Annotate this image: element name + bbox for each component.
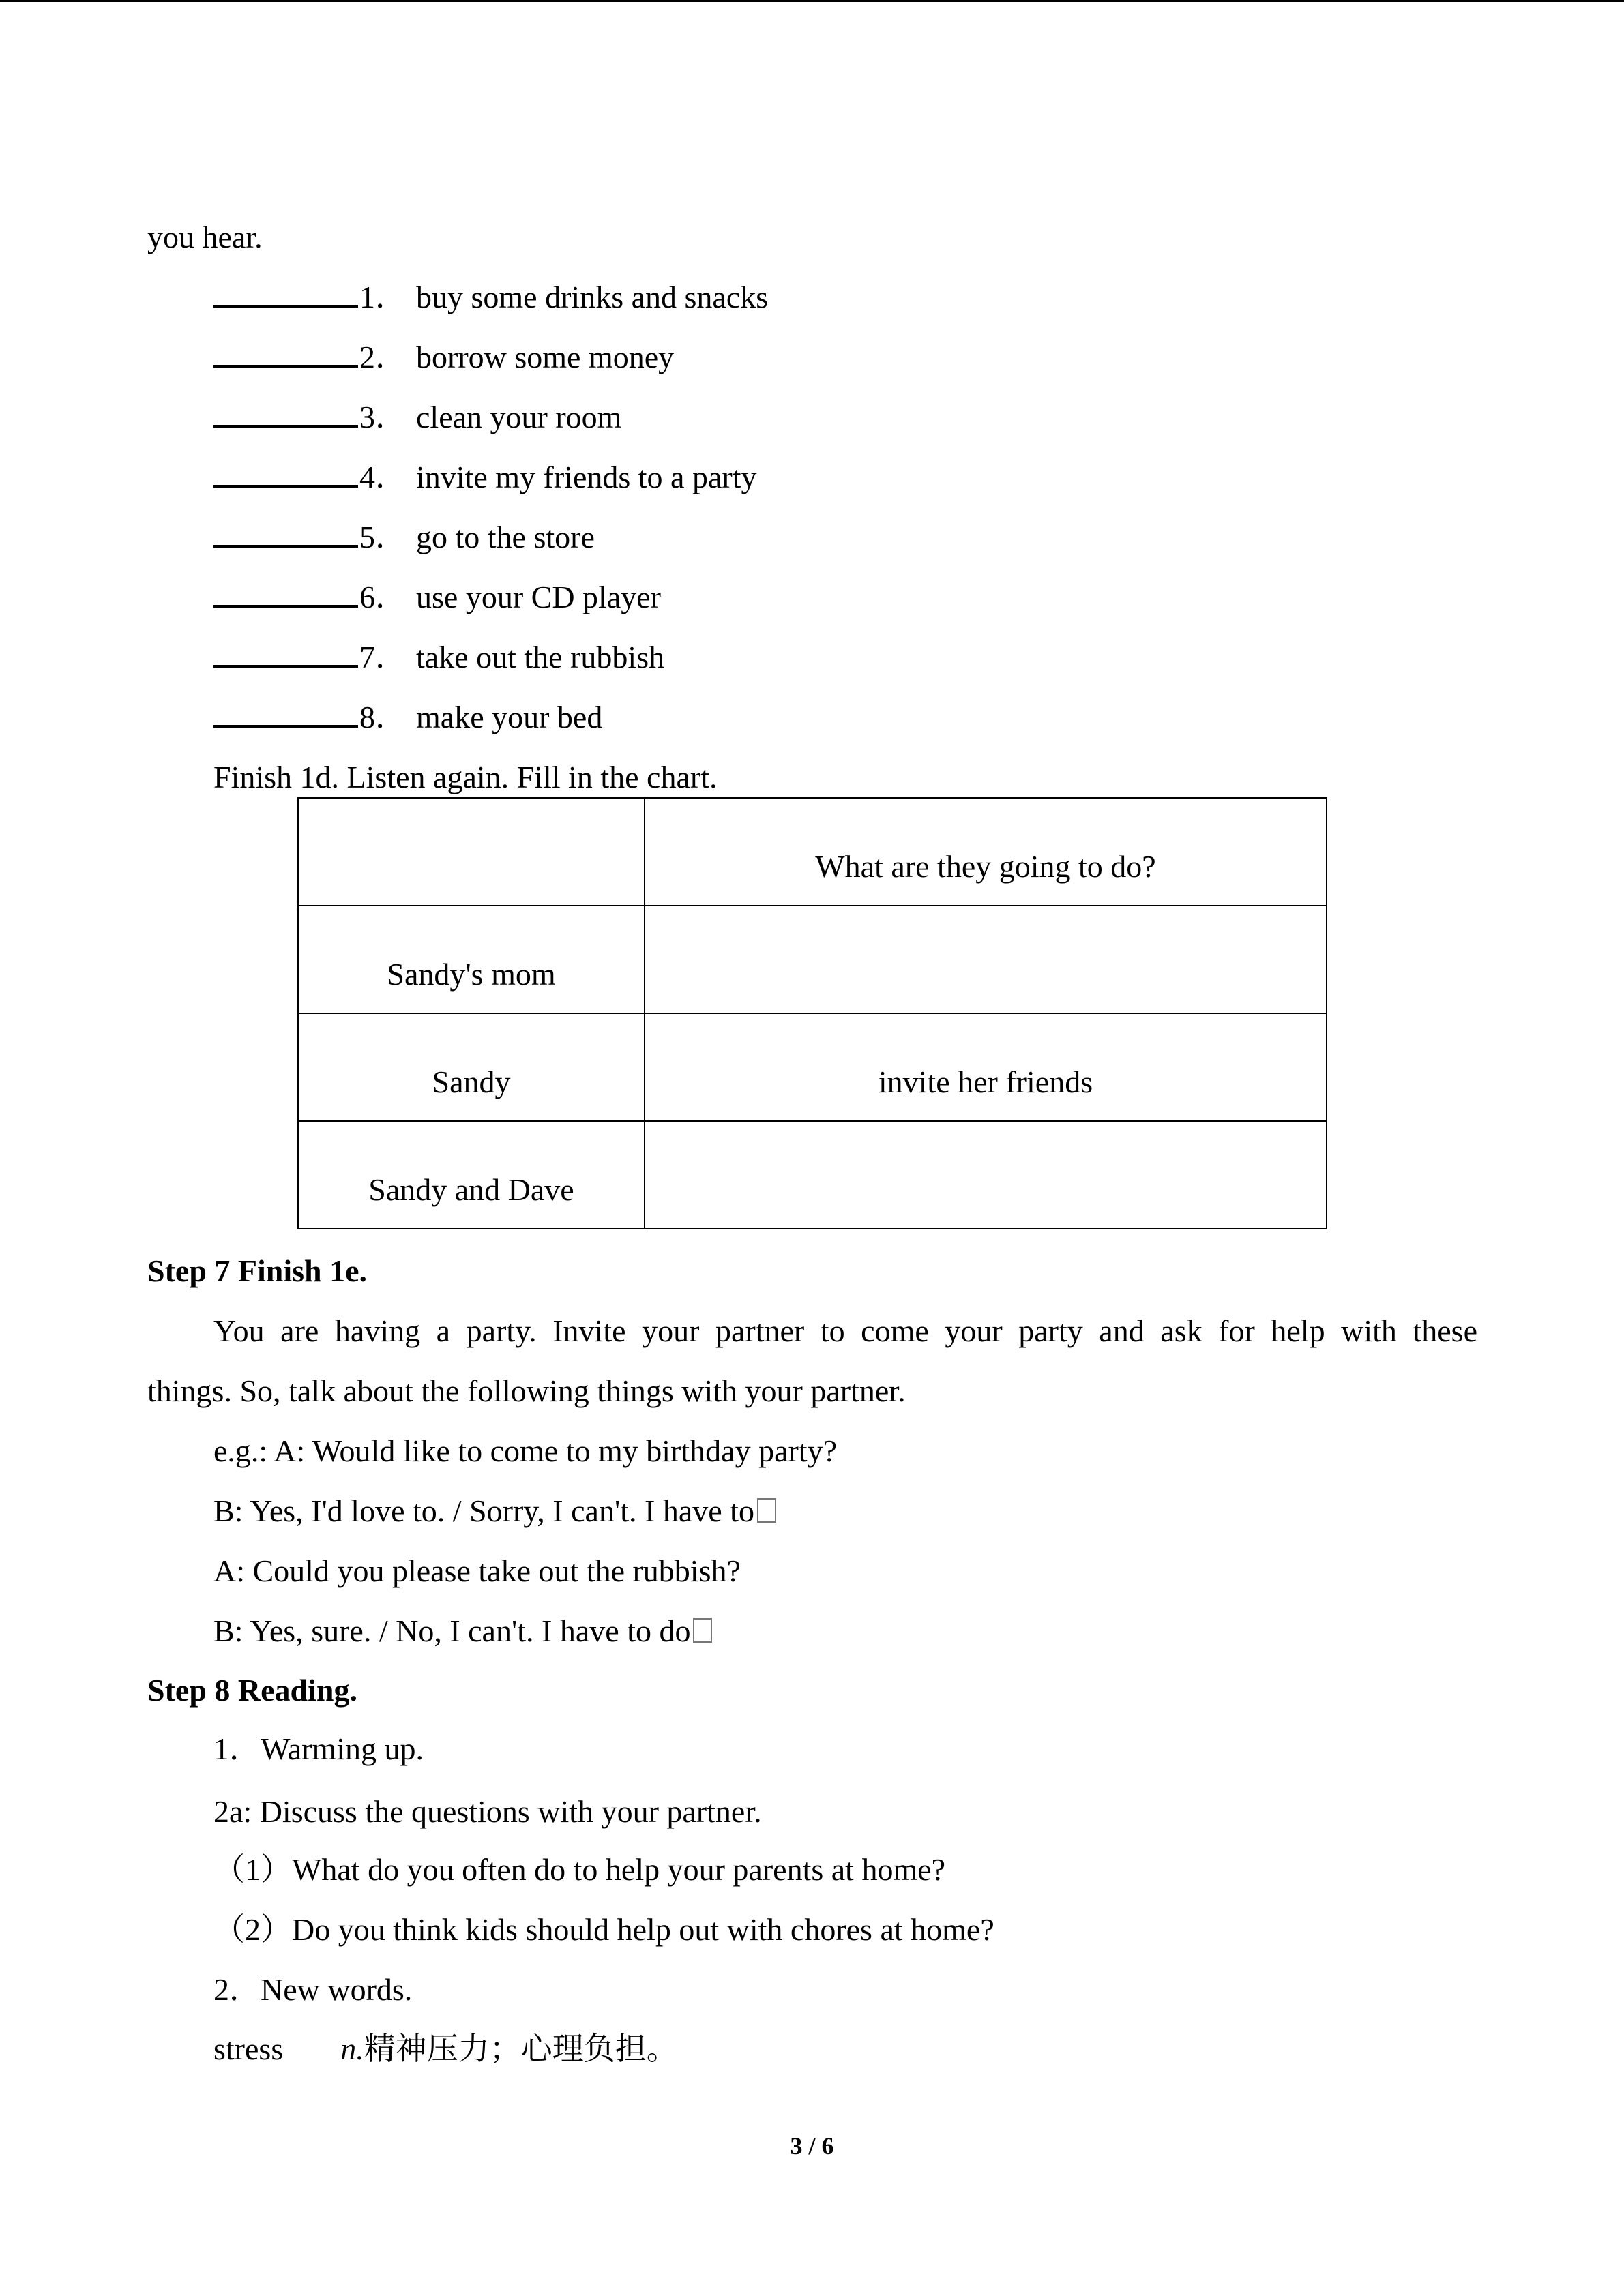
table-cell: invite her friends: [645, 1013, 1327, 1121]
step7-heading: Step 7 Finish 1e.: [147, 1253, 368, 1288]
item-number: 1．: [359, 280, 407, 314]
item-number: 8．: [359, 700, 407, 734]
table-row: [298, 1013, 1327, 1121]
step8-heading: Step 8 Reading.: [147, 1673, 357, 1708]
list-item: [213, 518, 595, 556]
table-cell: [298, 798, 645, 906]
dialogue-line: [213, 1492, 776, 1530]
vocab-word: stress: [213, 2031, 284, 2066]
finish-1d-instruction: Finish 1d. Listen again. Fill in the chart.: [213, 760, 718, 794]
table-header-cell: What are they going to do?: [645, 798, 1327, 906]
missing-glyph-box: [757, 1498, 776, 1523]
item-text: borrow some money: [416, 340, 675, 374]
dialogue-line: [213, 1612, 712, 1650]
item-number: 3．: [359, 400, 407, 434]
list-item: [213, 578, 661, 616]
dialogue-text: B: Yes, sure. / No, I can't. I have to do: [213, 1613, 691, 1648]
new-words-heading: 2．New words.: [213, 1972, 413, 2007]
list-item: [213, 398, 621, 436]
list-item: [213, 278, 768, 316]
table-cell: Sandy: [298, 1013, 645, 1121]
item-text: clean your room: [416, 400, 622, 434]
item-number: 6．: [359, 580, 407, 614]
intro-tail: you hear.: [147, 220, 263, 254]
top-border: [0, 0, 1624, 2]
item-number: 5．: [359, 520, 407, 554]
list-item: [213, 698, 602, 736]
table-row: [298, 798, 1327, 906]
vocab-definition: 精神压力；心理负担。: [364, 2030, 678, 2067]
missing-glyph-box: [693, 1618, 712, 1643]
step7-paragraph-line1: You are having a party. Invite your partner to come your party and ask for help with these: [213, 1313, 1477, 1348]
answer-blank[interactable]: [213, 458, 358, 488]
table-row: [298, 906, 1327, 1013]
list-item: [213, 338, 674, 376]
answer-blank[interactable]: [213, 518, 358, 548]
item-number: 2．: [359, 340, 407, 374]
table-cell: Sandy's mom: [298, 906, 645, 1013]
item-text: buy some drinks and snacks: [416, 280, 769, 314]
list-item: [213, 638, 664, 676]
item-text: make your bed: [416, 700, 603, 734]
item-number: 4．: [359, 460, 407, 494]
answer-blank[interactable]: [213, 638, 358, 668]
answer-blank[interactable]: [213, 398, 358, 428]
item-text: take out the rubbish: [416, 640, 665, 674]
answer-blank[interactable]: [213, 698, 358, 728]
question-1: （1）What do you often do to help your parents at home?: [213, 1852, 946, 1887]
item-text: use your CD player: [416, 580, 661, 614]
table-row: [298, 1121, 1327, 1229]
dialogue-line: e.g.: A: Would like to come to my birthday party?: [213, 1433, 838, 1468]
table-cell[interactable]: [645, 1121, 1327, 1229]
answer-blank[interactable]: [213, 278, 358, 308]
answer-blank[interactable]: [213, 338, 358, 368]
dialogue-line: A: Could you please take out the rubbish?: [213, 1553, 741, 1588]
item-text: go to the store: [416, 520, 595, 554]
answer-blank[interactable]: [213, 578, 358, 608]
dialogue-text: B: Yes, I'd love to. / Sorry, I can't. I have to: [213, 1493, 754, 1528]
discuss-instruction: 2a: Discuss the questions with your partner.: [213, 1794, 762, 1829]
vocab-entry: [213, 2029, 678, 2068]
vocab-part-of-speech: n.: [340, 2031, 364, 2066]
warming-up: 1．Warming up.: [213, 1731, 424, 1766]
page-number: 3 / 6: [790, 2132, 834, 2160]
step7-paragraph-line2: things. So, talk about the following things with your partner.: [147, 1373, 906, 1408]
table-cell[interactable]: [645, 906, 1327, 1013]
item-text: invite my friends to a party: [416, 460, 757, 494]
table-cell: Sandy and Dave: [298, 1121, 645, 1229]
list-item: [213, 458, 757, 496]
question-2: （2）Do you think kids should help out with chores at home?: [213, 1912, 994, 1947]
item-number: 7．: [359, 640, 407, 674]
fill-in-chart: [297, 797, 1327, 1229]
